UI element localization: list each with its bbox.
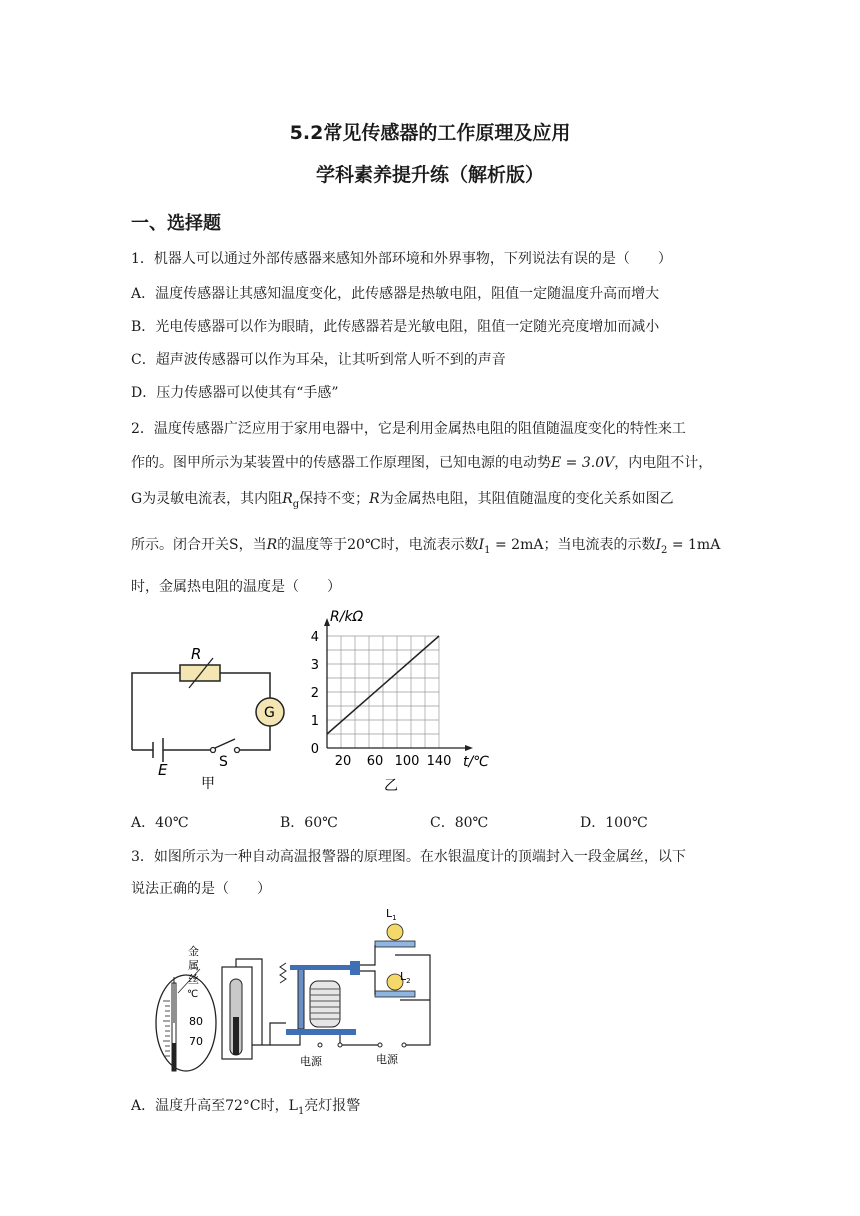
- q2-line-3: [131, 488, 674, 510]
- q3-option-a: [131, 1095, 360, 1117]
- q2-text: 作的。图甲所示为某装置中的传感器工作原理图，已知电源的电动势: [131, 455, 551, 471]
- q2-text: 所示。闭合开关S，当: [131, 537, 267, 553]
- document-subtitle: 学科素养提升练（解析版）: [315, 164, 544, 186]
- q2-option-d: D．100℃: [580, 815, 648, 831]
- label-r: R: [191, 645, 202, 663]
- q2-rg: R: [282, 491, 293, 507]
- thermometer-tick-80: 80: [189, 1015, 203, 1028]
- relay-armature: [290, 965, 360, 970]
- alarm-circuit-diagram: [150, 905, 440, 1075]
- q2-text: 的温度等于20℃时，电流表示数: [277, 537, 479, 553]
- q1-option-a: A．温度传感器让其感知温度变化，此传感器是热敏电阻，阻值一定随温度升高而增大: [131, 286, 660, 302]
- y-tick-label: 3: [310, 658, 319, 673]
- q2-option-a: A．40℃: [131, 815, 189, 831]
- resistance-temperature-chart: [300, 606, 500, 796]
- q2-i2-sub: 2: [661, 544, 668, 556]
- figure-caption-yi: 乙: [384, 778, 398, 794]
- lamp-label-l1: [386, 907, 397, 922]
- x-tick-label: 100: [394, 754, 420, 769]
- x-tick-label: 20: [334, 754, 352, 769]
- circuit-wire: [132, 673, 180, 750]
- chart-x-label: t/℃: [463, 754, 489, 770]
- y-tick-label: 4: [310, 630, 319, 645]
- q2-i2: I: [655, 537, 661, 553]
- document-title: 5.2常见传感器的工作原理及应用: [289, 122, 571, 144]
- lamp-wires: [360, 945, 375, 995]
- lamp-label: L: [386, 907, 393, 920]
- q2-line-2: [131, 452, 712, 472]
- y-tick-label: 2: [310, 686, 319, 701]
- q2-emf: E = 3.0V: [551, 455, 615, 471]
- label-e: E: [158, 761, 168, 779]
- lamp-label: L: [400, 970, 407, 983]
- circuit-wire: [220, 673, 270, 698]
- q2-i1-sub: 1: [484, 544, 491, 556]
- q2-rg-sub: g: [292, 498, 300, 510]
- power-terminal: [402, 1043, 406, 1047]
- y-tick-label: 1: [310, 714, 319, 729]
- x-tick-label: 140: [426, 754, 452, 769]
- lamp-base-l1: [375, 941, 415, 947]
- q2-line-5: 时，金属热电阻的温度是（ ）: [131, 579, 341, 595]
- q2-text: 为金属热电阻，其阻值随温度的变化关系如图乙: [379, 491, 674, 507]
- x-tick-label: 60: [366, 754, 384, 769]
- q3-option-a-text: 亮灯报警: [304, 1098, 361, 1114]
- lamp-label-l2: [400, 970, 411, 985]
- label-s: S: [219, 754, 228, 770]
- relay-contact-block: [350, 961, 360, 975]
- chart-axes: [324, 618, 473, 751]
- lamp-label-sub: 1: [392, 914, 397, 922]
- relay-base: [286, 1029, 356, 1035]
- x-axis-arrow: [465, 745, 473, 751]
- relay-spring: [280, 963, 286, 983]
- chart-y-label: R/kΩ: [330, 609, 364, 625]
- q2-r: R: [369, 491, 380, 507]
- q2-r: R: [266, 537, 278, 553]
- label-g: G: [264, 705, 275, 721]
- thermistor-symbol: [180, 665, 220, 681]
- q2-option-c: C．80℃: [430, 815, 489, 831]
- switch-contact: [235, 748, 240, 753]
- q2-i1-value: = 2mA: [490, 537, 544, 553]
- q2-i1: I: [478, 537, 485, 553]
- figure-caption-jia: 甲: [201, 776, 215, 792]
- power-terminal: [378, 1043, 382, 1047]
- q2-text: ，内电阻不计，: [614, 455, 713, 471]
- mercury: [233, 1017, 239, 1055]
- lamp-bulb-l1: [387, 924, 403, 940]
- thermometer-unit: ℃: [187, 989, 199, 1000]
- q2-text: G为灵敏电流表，其内阻: [131, 491, 283, 507]
- power-label-1: 电源: [300, 1055, 322, 1068]
- q3-line-2: 说法正确的是（ ）: [131, 881, 271, 897]
- q3-line-1: 3．如图所示为一种自动高温报警器的原理图。在水银温度计的顶端封入一段金属丝，以下: [131, 849, 686, 865]
- q3-option-a-sub: 1: [297, 1105, 305, 1117]
- q1-option-d: D．压力传感器可以使其有“手感”: [131, 385, 339, 401]
- lamp-label-sub: 2: [406, 977, 411, 985]
- switch-lever: [215, 739, 235, 748]
- q2-i2-value: = 1mA: [667, 537, 721, 553]
- wire-label: 金: [188, 945, 199, 958]
- wire-label: 丝: [188, 973, 199, 986]
- circuit-diagram: [125, 640, 295, 800]
- power-label-2: 电源: [376, 1053, 398, 1066]
- power-terminal: [318, 1043, 322, 1047]
- lamp-base-l2: [375, 991, 415, 997]
- q2-option-b: B．60℃: [280, 815, 338, 831]
- switch-contact: [211, 748, 216, 753]
- section-heading: 一、选择题: [131, 213, 221, 234]
- relay-coil: [310, 981, 340, 1027]
- q3-option-a-text: A．温度升高至72°C时，L: [131, 1098, 298, 1114]
- q2-line-4: [131, 534, 720, 556]
- circuit-wire: [237, 726, 270, 750]
- q1-stem: 1．机器人可以通过外部传感器来感知外部环境和外界事物，下列说法有误的是（ ）: [131, 251, 672, 267]
- relay-post: [298, 967, 304, 1029]
- chart-grid: [327, 636, 439, 748]
- thermometer-tick-70: 70: [189, 1035, 203, 1048]
- thermometer-magnifier: [156, 975, 216, 1071]
- q1-option-c: C．超声波传感器可以作为耳朵，让其听到常人听不到的声音: [131, 352, 506, 368]
- q2-line-1: 2．温度传感器广泛应用于家用电器中，它是利用金属热电阻的阻值随温度变化的特性来工: [131, 421, 686, 437]
- q1-option-b: B．光电传感器可以作为眼睛，此传感器若是光敏电阻，阻值一定随光亮度增加而减小: [131, 319, 660, 335]
- power-terminal: [338, 1043, 342, 1047]
- mercury-column: [172, 1043, 176, 1071]
- q2-text: 保持不变；: [299, 491, 370, 507]
- y-tick-label: 0: [310, 742, 319, 757]
- wire-label: 属: [188, 959, 199, 972]
- q2-text: ；当电流表的示数: [543, 537, 656, 553]
